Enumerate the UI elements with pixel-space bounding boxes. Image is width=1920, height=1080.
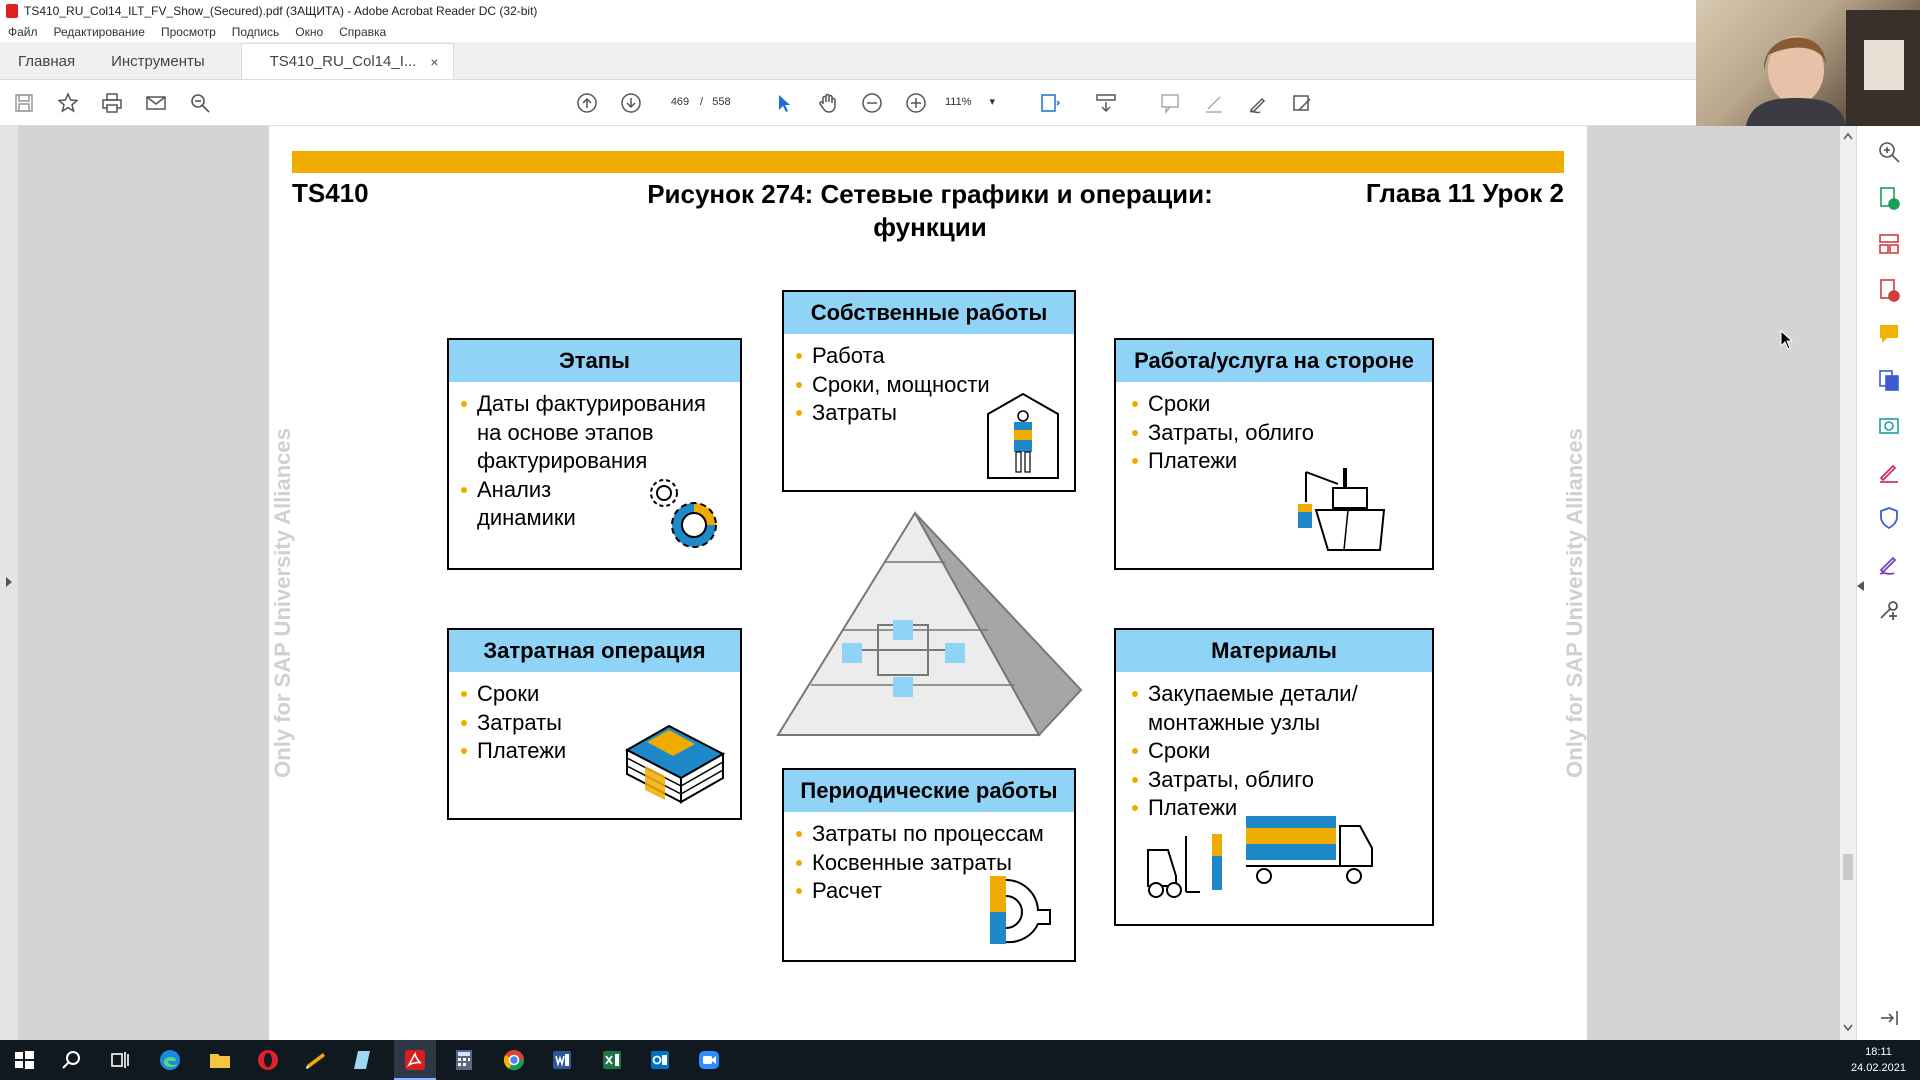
save-icon[interactable] [10, 89, 38, 117]
box-milestones-title: Этапы [449, 340, 740, 382]
list-item: Закупаемые детали/ монтажные узлы [1130, 680, 1400, 737]
tab-document[interactable] [241, 43, 454, 79]
box-internal-activities [782, 290, 1076, 492]
system-clock[interactable] [1851, 1044, 1906, 1076]
zoom-value: 111% [945, 96, 972, 108]
hand-tool-icon[interactable] [814, 89, 842, 117]
notes-app-icon[interactable] [304, 1048, 328, 1072]
print-icon[interactable] [98, 89, 126, 117]
tab-tools-label: Инструменты [111, 52, 205, 70]
course-code: TS410 [292, 178, 369, 208]
windows-start-icon[interactable] [12, 1048, 36, 1072]
slide-title-line1: Рисунок 274: Сетевые графики и операции: [647, 179, 1213, 209]
slide-title-line2: функции [873, 212, 987, 242]
menu-edit[interactable]: Редактирование [53, 25, 145, 39]
list-item: Работа [794, 342, 1066, 371]
tab-home[interactable] [0, 43, 93, 79]
zoom-in-icon[interactable] [902, 89, 930, 117]
highlight-icon[interactable] [1200, 89, 1228, 117]
menu-view[interactable]: Просмотр [160, 25, 216, 39]
list-item: Расчет [794, 877, 1066, 906]
box-periodic-activities [782, 768, 1076, 962]
menu-bar [0, 22, 1696, 42]
box-internal-title: Собственные работы [784, 292, 1074, 334]
acrobat-icon [6, 4, 18, 18]
truck-icon [1244, 814, 1376, 895]
list-item: Затраты, облиго [1130, 419, 1424, 448]
watermark-right-text: Only for SAP University Alliances [1562, 428, 1587, 778]
tab-document-label: TS410_RU_Col14_I... [269, 53, 417, 70]
combine-files-icon[interactable] [1877, 368, 1901, 392]
tab-home-label: Главная [18, 52, 76, 70]
chevron-down-icon: ▾ [989, 96, 996, 108]
forklift-icon [1142, 830, 1232, 905]
star-icon[interactable] [54, 89, 82, 117]
watermark-left [270, 428, 295, 778]
list-item: Затраты по процессам [794, 820, 1066, 849]
chrome-browser-icon[interactable] [502, 1048, 526, 1072]
sticky-app-icon[interactable] [352, 1048, 376, 1072]
mouse-cursor-icon [1780, 330, 1794, 355]
comment-icon[interactable] [1156, 89, 1184, 117]
menu-file[interactable]: Файл [8, 25, 38, 39]
watermark-left-text: Only for SAP University Alliances [270, 428, 295, 778]
page-down-icon[interactable] [617, 89, 645, 117]
collapse-panel-icon[interactable] [1855, 580, 1865, 592]
page-total [700, 91, 750, 113]
money-stack-icon [625, 720, 725, 811]
menu-help[interactable]: Справка [339, 25, 387, 39]
comment-tool-icon[interactable] [1877, 322, 1901, 346]
slide-header-bar [292, 151, 1564, 173]
list-item: Платежи [1130, 794, 1424, 823]
scroll-mode-icon[interactable] [1092, 89, 1120, 117]
acrobat-reader-icon [403, 1048, 427, 1072]
sign-tool-icon[interactable] [1877, 552, 1901, 576]
email-icon[interactable] [142, 89, 170, 117]
tab-bar [0, 42, 1696, 80]
file-explorer-icon[interactable] [208, 1048, 232, 1072]
worker-house-icon [986, 392, 1060, 485]
list-item: Платежи [1130, 447, 1424, 476]
fit-page-icon[interactable] [1036, 89, 1064, 117]
send-for-review-icon[interactable] [1877, 414, 1901, 438]
list-item: Косвенные затраты [794, 849, 1066, 878]
menu-sign[interactable]: Подпись [231, 25, 280, 39]
zoom-out-icon[interactable] [858, 89, 886, 117]
menu-window[interactable]: Окно [295, 25, 324, 39]
list-item: Сроки [1130, 390, 1424, 419]
right-tools-panel [1856, 126, 1920, 1040]
box-materials [1114, 628, 1434, 926]
clock-date: 24.02.2021 [1850, 1062, 1906, 1074]
list-item: Затраты, облиго [1130, 766, 1424, 795]
list-item: Затраты [794, 399, 1066, 428]
box-external-activities [1114, 338, 1434, 570]
page-total-value: 558 [712, 96, 731, 108]
list-item: Даты фактурирования на основе этапов фактурирования [459, 390, 721, 476]
list-item: Анализ динамики [459, 476, 609, 533]
network-pyramid-icon [775, 510, 1085, 745]
left-panel-toggle[interactable] [0, 126, 18, 1040]
calculator-icon[interactable] [452, 1048, 476, 1072]
outlook-icon[interactable] [648, 1048, 672, 1072]
protect-icon[interactable] [1877, 506, 1901, 530]
expand-panel-icon[interactable] [1877, 1006, 1901, 1030]
fill-sign-icon[interactable] [1877, 460, 1901, 484]
zoom-app-icon[interactable] [697, 1048, 721, 1072]
box-periodic-title: Периодические работы [784, 770, 1074, 812]
box-cost-title: Затратная операция [449, 630, 740, 672]
list-item: Платежи [459, 737, 732, 766]
list-item: Сроки, мощности [794, 371, 1066, 400]
toolbar [0, 80, 1696, 126]
ship-icon [1288, 462, 1388, 559]
page-up-icon[interactable] [573, 89, 601, 117]
box-materials-title: Материалы [1116, 630, 1432, 672]
chapter-label: Глава 11 Урок 2 [1365, 178, 1564, 208]
excel-icon[interactable] [600, 1048, 624, 1072]
word-icon[interactable] [550, 1048, 574, 1072]
search-icon[interactable] [186, 89, 214, 117]
windows-taskbar [0, 1040, 1920, 1080]
taskbar-search-icon[interactable] [60, 1048, 84, 1072]
organize-pages-icon[interactable] [1877, 232, 1901, 256]
box-external-title: Работа/услуга на стороне [1116, 340, 1432, 382]
page-number-input[interactable]: 469 [670, 96, 690, 108]
window-title: TS410_RU_Col14_ILT_FV_Show_(Secured).pdf (ЗАЩИТА) - Adobe Acrobat Reader DC (32-bit) [24, 4, 538, 18]
create-pdf-icon[interactable] [1877, 278, 1901, 302]
close-tab-icon[interactable]: × [430, 53, 439, 70]
webcam-video [1696, 0, 1920, 126]
clock-time: 18:11 [1865, 1046, 1892, 1058]
more-tools-icon[interactable] [1877, 598, 1901, 622]
window-title-bar [0, 0, 1696, 22]
box-milestones [447, 338, 742, 570]
edge-browser-icon[interactable] [158, 1048, 182, 1072]
list-item: Сроки [1130, 737, 1424, 766]
watermark-right [1562, 428, 1587, 778]
zoom-select[interactable] [945, 91, 1015, 113]
sign-icon[interactable] [1244, 89, 1272, 117]
task-view-icon[interactable] [108, 1048, 132, 1072]
list-item: Сроки [459, 680, 732, 709]
slide-title [580, 178, 1280, 244]
gears-icon [644, 473, 726, 560]
select-cursor-icon[interactable] [770, 89, 798, 117]
cost-pie-icon [980, 874, 1056, 953]
tab-tools[interactable] [93, 43, 223, 79]
box-cost-activity [447, 628, 742, 820]
box-materials-list [1130, 680, 1424, 823]
redact-icon[interactable] [1288, 89, 1316, 117]
scrollbar-thumb[interactable] [1843, 854, 1853, 880]
page-separator: / [700, 96, 704, 108]
export-pdf-icon[interactable] [1877, 186, 1901, 210]
opera-browser-icon[interactable] [256, 1048, 280, 1072]
vertical-scrollbar[interactable] [1840, 126, 1856, 1040]
taskbar-active-app[interactable] [394, 1040, 436, 1080]
zoom-icon[interactable] [1877, 140, 1901, 164]
list-item: Затраты [459, 709, 732, 738]
